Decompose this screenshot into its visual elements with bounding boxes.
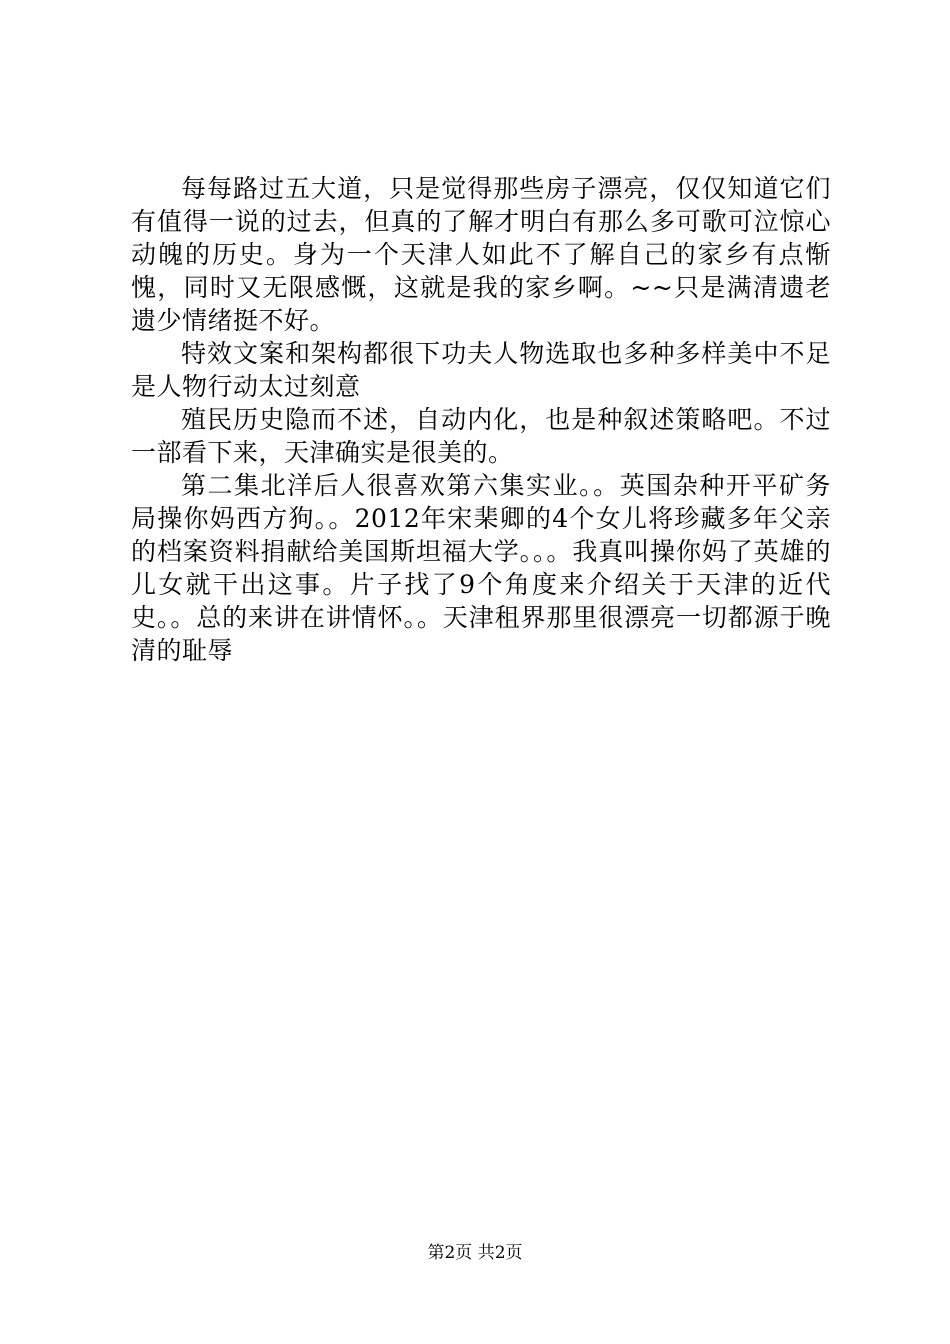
paragraph: 每每路过五大道，只是觉得那些房子漂亮，仅仅知道它们有值得一说的过去，但真的了解才明白有那么多可歌可泣惊心动魄的历史。身为一个天津人如此不了解自己的家乡有点惭愧，同时又无限感慨，这就是我的家乡啊。~~只是满清遗老遗少情绪挺不好。 (131, 174, 831, 335)
paragraph: 特效文案和架构都很下功夫人物选取也多种多样美中不足是人物行动太过刻意 (131, 339, 831, 401)
page-footer: 第2页 共2页 (427, 1243, 523, 1263)
paragraph: 第二集北洋后人很喜欢第六集实业。。英国杂种开平矿务局操你妈西方狗。。2012年宋棐卿的4个女儿将珍藏多年父亲的档案资料捐献给美国斯坦福大学。。。我真叫操你妈了英雄的儿女就干出这事。片子找了9个角度来介绍关于天津的近代史。。总的来讲在讲情怀。。天津租界那里很漂亮一切都源于晚清的耻辱 (131, 471, 831, 665)
document-body (131, 172, 831, 667)
paragraph: 殖民历史隐而不述，自动内化，也是种叙述策略吧。不过一部看下来，天津确实是很美的。 (131, 405, 831, 467)
